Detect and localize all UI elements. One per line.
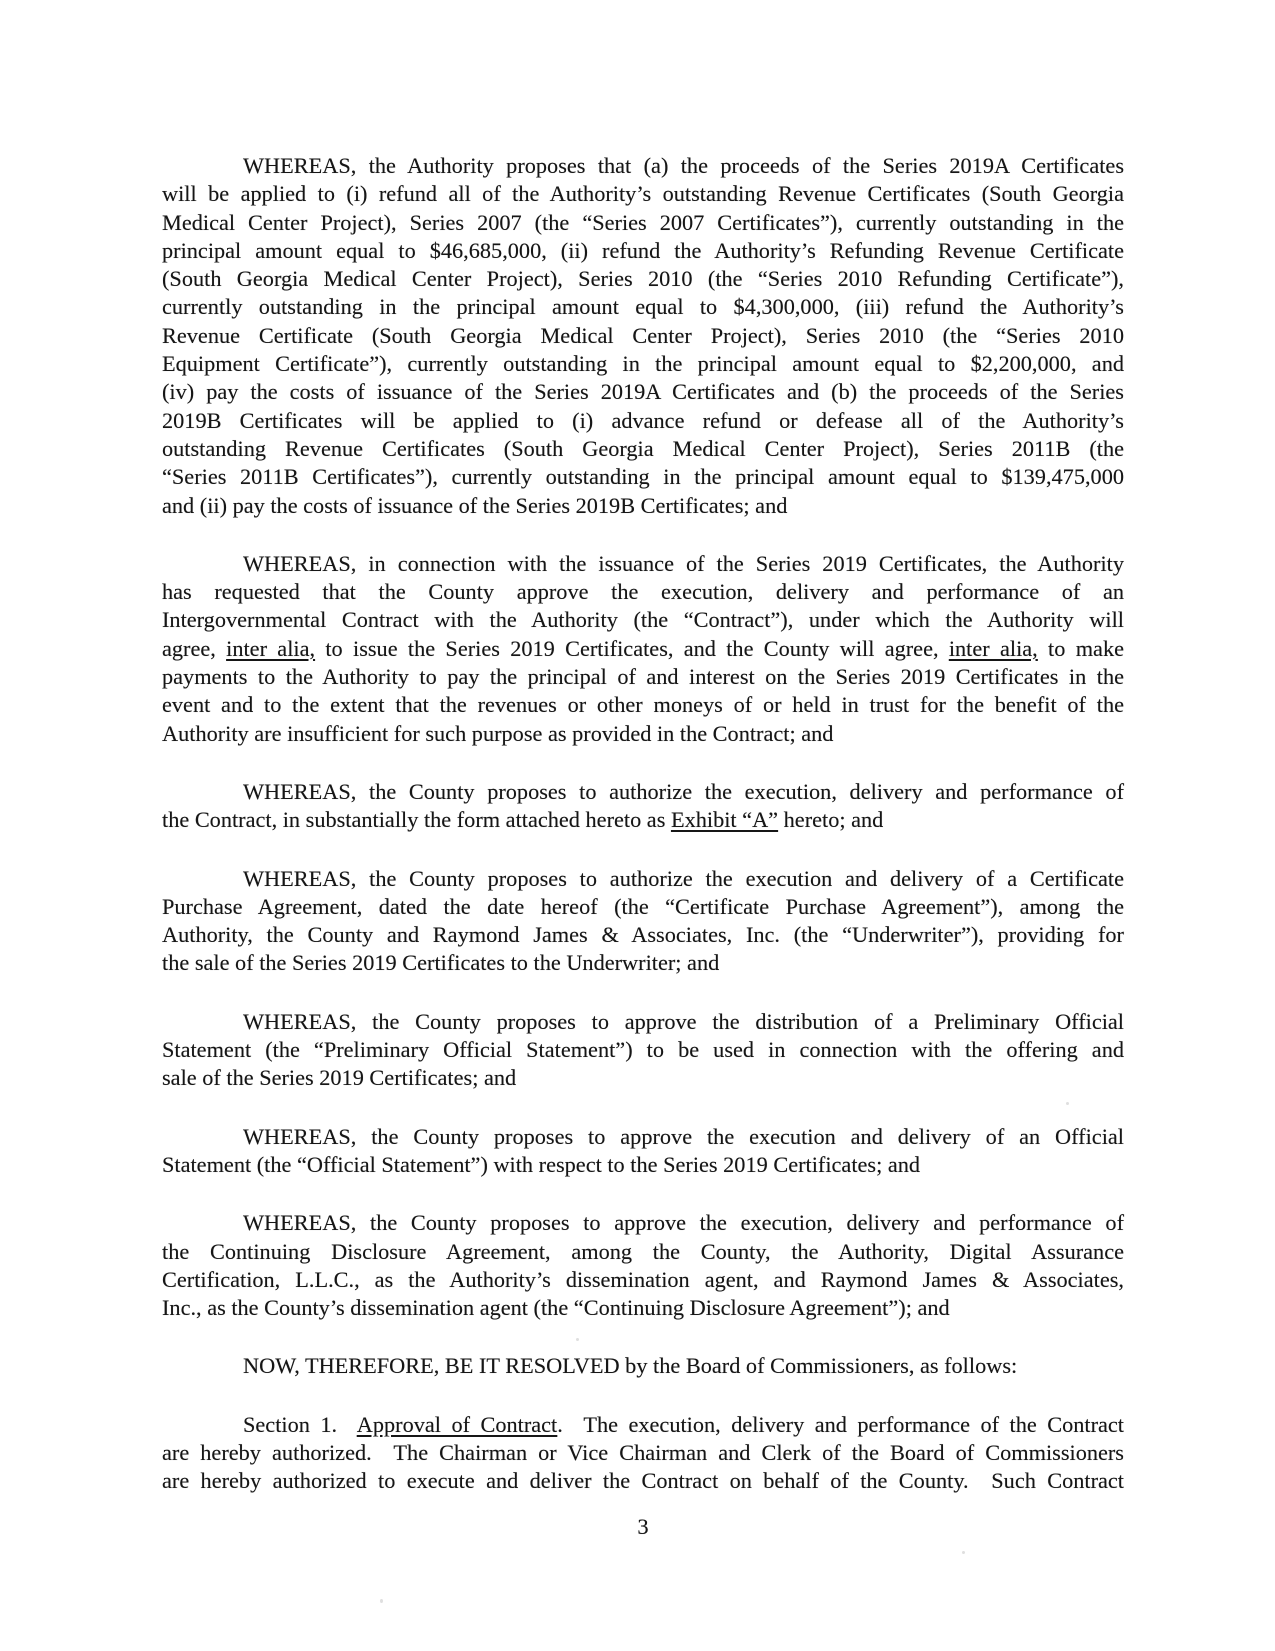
text-line: Certification, L.L.C., as the Authority’s dissemination agent, and Raymond James & Associates, — [162, 1266, 1124, 1292]
text-line: will be applied to (i) refund all of the Authority’s outstanding Revenue Certificates (South Georgia — [162, 181, 1124, 207]
paragraph — [162, 550, 1124, 748]
text-line: WHEREAS, the County proposes to approve the distribution of a Preliminary Official — [243, 1008, 1124, 1034]
text-line: Revenue Certificate (South Georgia Medical Center Project), Series 2010 (the “Series 2010 — [162, 322, 1124, 348]
text-line: NOW, THEREFORE, BE IT RESOLVED by the Board of Commissioners, as follows: — [243, 1353, 1018, 1379]
text-line: the Continuing Disclosure Agreement, among the County, the Authority, Digital Assurance — [162, 1238, 1124, 1264]
text-line: (iv) pay the costs of issuance of the Series 2019A Certificates and (b) the proceeds of the Series — [162, 379, 1124, 405]
text-line: WHEREAS, in connection with the issuance of the Series 2019 Certificates, the Authority — [243, 550, 1124, 576]
text-line: Equipment Certificate”), currently outstanding in the principal amount equal to $2,200,000, and — [162, 351, 1124, 377]
text-line: Authority are insufficient for such purpose as provided in the Contract; and — [162, 720, 834, 746]
paragraph — [162, 152, 1124, 520]
text-line: WHEREAS, the County proposes to authorize the execution and delivery of a Certificate — [243, 865, 1124, 891]
text-line: WHEREAS, the County proposes to approve the execution and delivery of an Official — [243, 1123, 1124, 1149]
text-line: Authority, the County and Raymond James & Associates, Inc. (the “Underwriter”), providing for — [162, 922, 1124, 948]
text-line: Purchase Agreement, dated the date hereof (the “Certificate Purchase Agreement”), among the — [162, 893, 1124, 919]
paragraph — [162, 1123, 1124, 1180]
text-line: WHEREAS, the Authority proposes that (a) the proceeds of the Series 2019A Certificates — [243, 153, 1124, 178]
text-line: the Contract, in substantially the form attached hereto as Exhibit “A” hereto; and — [162, 807, 884, 833]
text-line: and (ii) pay the costs of issuance of the Series 2019B Certificates; and — [162, 492, 788, 518]
text-line: principal amount equal to $46,685,000, (ii) refund the Authority’s Refunding Revenue Certificate — [162, 237, 1124, 263]
text-line: sale of the Series 2019 Certificates; and — [162, 1065, 517, 1091]
paragraph — [162, 1008, 1124, 1093]
text-line: Statement (the “Official Statement”) with respect to the Series 2019 Certificates; and — [162, 1151, 921, 1177]
text-line: WHEREAS, the County proposes to authorize the execution, delivery and performance of — [243, 778, 1124, 804]
text-line: Intergovernmental Contract with the Authority (the “Contract”), under which the Authority will — [162, 607, 1124, 633]
paragraph — [162, 778, 1124, 835]
text-line: Section 1. Approval of Contract. The execution, delivery and performance of the Contract — [243, 1411, 1124, 1437]
text-line: event and to the extent that the revenues or other moneys of or held in trust for the benefit of the — [162, 692, 1124, 718]
scan-speck — [576, 1338, 579, 1341]
text-line: (South Georgia Medical Center Project), Series 2010 (the “Series 2010 Refunding Certificate”), — [162, 266, 1124, 292]
paragraph — [162, 1352, 1124, 1380]
text-line: are hereby authorized. The Chairman or Vice Chairman and Clerk of the Board of Commissioners — [162, 1439, 1124, 1465]
text-line: payments to the Authority to pay the principal of and interest on the Series 2019 Certificates in the — [162, 664, 1124, 690]
text-line: currently outstanding in the principal amount equal to $4,300,000, (iii) refund the Authority’s — [162, 294, 1124, 320]
paragraph — [162, 1411, 1124, 1496]
scan-speck — [380, 1599, 383, 1603]
text-line: WHEREAS, the County proposes to approve the execution, delivery and performance of — [243, 1210, 1124, 1236]
text-line: agree, inter alia, to issue the Series 2019 Certificates, and the County will agree, inter alia, to make — [162, 635, 1124, 661]
page-number: 3 — [637, 1514, 649, 1539]
paragraph — [162, 1209, 1124, 1322]
scan-speck — [962, 1551, 965, 1554]
text-line: Inc., as the County’s dissemination agent (the “Continuing Disclosure Agreement”); and — [162, 1295, 950, 1321]
text-line: outstanding Revenue Certificates (South Georgia Medical Center Project), Series 2011B (the — [162, 435, 1124, 461]
text-line: the sale of the Series 2019 Certificates to the Underwriter; and — [162, 950, 720, 976]
text-line: “Series 2011B Certificates”), currently outstanding in the principal amount equal to $139,475,000 — [162, 464, 1124, 490]
scan-speck — [1066, 1102, 1069, 1105]
paragraph — [162, 865, 1124, 978]
text-line: Statement (the “Preliminary Official Statement”) to be used in connection with the offering and — [162, 1037, 1124, 1063]
document-body — [162, 152, 1124, 1526]
text-line: Medical Center Project), Series 2007 (the “Series 2007 Certificates”), currently outstanding in the — [162, 209, 1124, 235]
text-line: has requested that the County approve the execution, delivery and performance of an — [162, 579, 1124, 605]
text-line: 2019B Certificates will be applied to (i) advance refund or defease all of the Authority’s — [162, 407, 1124, 433]
text-line: are hereby authorized to execute and deliver the Contract on behalf of the County. Such Contract — [162, 1468, 1124, 1494]
